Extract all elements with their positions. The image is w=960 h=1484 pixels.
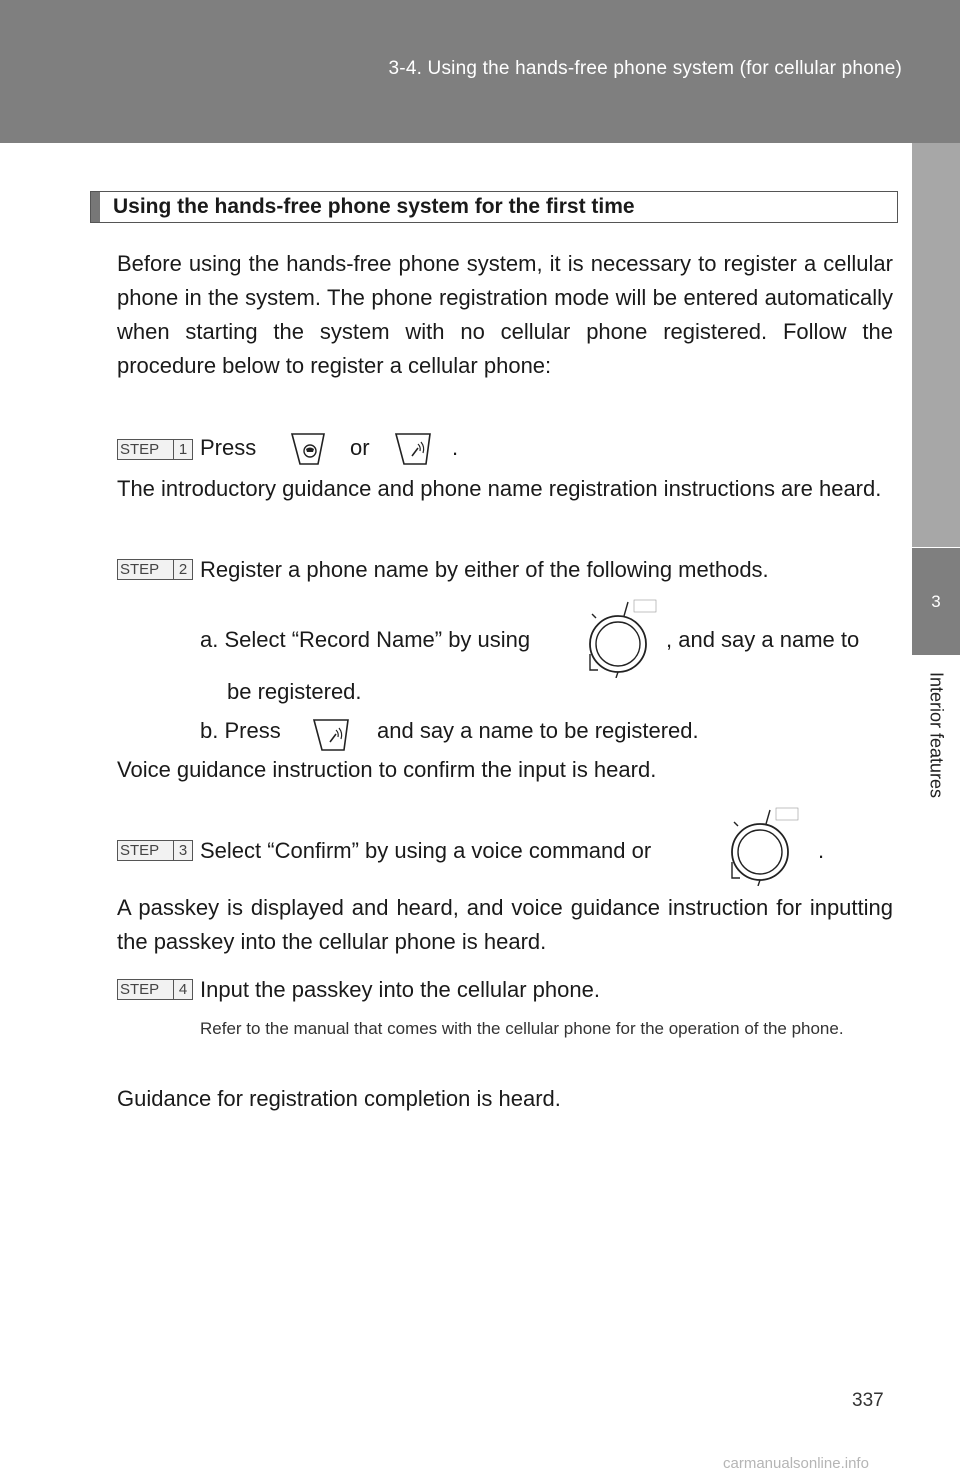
step-number: 3 [173, 841, 192, 860]
section-heading-bar [91, 192, 100, 222]
option-a-suffix: , and say a name to [666, 627, 860, 652]
intro-paragraph: Before using the hands-free phone system, it is necessary to register a cellular phone in the system. The phone registration mode will be entered automatically when starting the system with no cellular phone registered. Follow the procedure below to register a cellular phone: [117, 251, 893, 378]
section-heading-box [90, 191, 898, 223]
chapter-number: 3 [912, 548, 960, 655]
after-step1-text: The introductory guidance and phone name registration instructions are heard. [117, 476, 882, 501]
step4-text: Input the passkey into the cellular phone. [200, 977, 600, 1002]
step-label: STEP [120, 441, 160, 458]
side-tab-upper [912, 143, 960, 547]
step-label: STEP [120, 842, 160, 859]
option-a-continued: be registered. [227, 679, 362, 704]
step-badge-3 [117, 840, 193, 861]
step-number: 4 [173, 980, 192, 999]
step-label: STEP [120, 561, 160, 578]
talk-switch-icon [312, 714, 352, 754]
final-text: Guidance for registration completion is heard. [117, 1086, 561, 1111]
step1-period: . [452, 435, 459, 460]
step-number: 2 [173, 560, 192, 579]
option-b-suffix: and say a name to be registered. [377, 718, 699, 743]
option-a-text: a. Select “Record Name” by using [200, 627, 531, 652]
step3-text: Select “Confirm” by using a voice command or [200, 838, 652, 863]
after-step3-text: A passkey is displayed and heard, and voice guidance instruction for inputting the passkey into the cellular phone is heard. [117, 895, 893, 954]
option-b-text: b. Press [200, 718, 281, 743]
page-header [0, 0, 960, 143]
chapter-label: Interior features [926, 671, 947, 799]
step-badge-4 [117, 979, 193, 1000]
after-step2-text: Voice guidance instruction to confirm the input is heard. [117, 757, 657, 782]
section-title: Using the hands-free phone system for the first time [113, 195, 635, 218]
tune-file-knob-icon [584, 594, 660, 678]
step4-note: Refer to the manual that comes with the cellular phone for the operation of the phone. [200, 1019, 844, 1038]
step-badge-1 [117, 439, 193, 460]
header-title: 3-4. Using the hands-free phone system (for cellular phone) [388, 58, 902, 79]
page-number: 337 [852, 1390, 884, 1411]
watermark: carmanualsonline.info [723, 1455, 869, 1472]
step-label: STEP [120, 981, 160, 998]
step3-period: . [818, 838, 825, 863]
off-hook-switch-icon [290, 428, 328, 468]
step-number: 1 [173, 440, 192, 459]
step1-or-text: or [350, 435, 370, 460]
step1-press-text: Press [200, 435, 257, 460]
talk-switch-icon [394, 428, 434, 468]
tune-file-knob-icon [726, 802, 802, 886]
step2-text: Register a phone name by either of the following methods. [200, 557, 769, 582]
step-badge-2 [117, 559, 193, 580]
